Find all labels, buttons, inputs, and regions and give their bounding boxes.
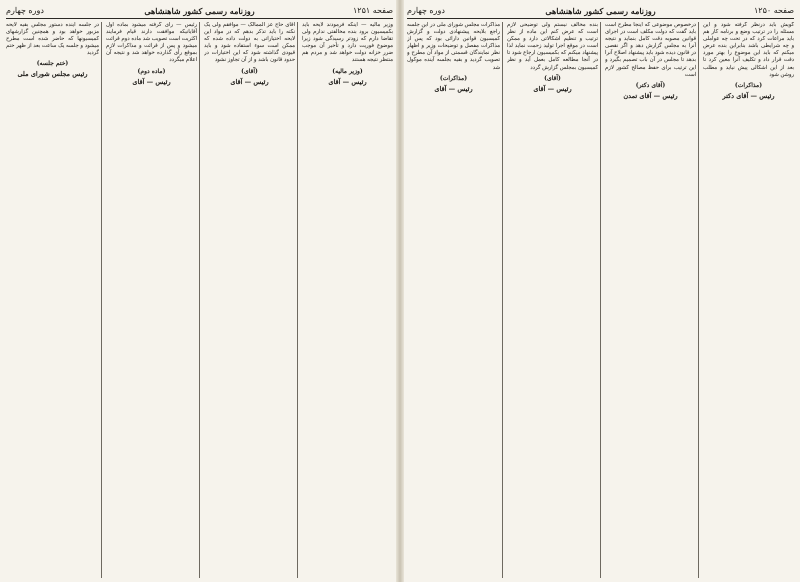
text-column [204,22,295,578]
text-column [106,22,197,578]
section-heading: (آقای) [241,67,258,75]
article-text: بنده مخالف نیستم ولی توضیحی لازم است که عرض کنم این ماده از نظر ترتیب و تنظیم اشکالاتی دارد و ممکن است در موقع اجرا تولید زحمت نماید لذا پیشنهاد میکنم که بکمیسیون ارجاع شود تا در آنجا مطالعه کامل بعمل آید و نظر کمیسیون بمجلس گزارش گردد [507,22,598,71]
speaker-line: رئیس — آقای [533,84,572,93]
column-rule [101,22,102,578]
section-heading: (ختم جلسه) [36,60,69,68]
speaker-line: رئیس — آقای تمدن [623,91,678,100]
column-rule [502,22,503,578]
article-text: گویش باید درنظر گرفته شود و این مسئله را در ترتیب وضع و برنامه کار هم باید مراعات کرد که در تحت چه عواملی و چه شرایطی باشد بنابراین بنده عرض میکنم که باید این موضوع را بهتر مورد دقت قرار داد و تکلیف آنرا معین کرد تا بعد از این اشکالی پیش نیاید و مطلب روشن شود [703,22,794,78]
issue-label: دوره چهارم [6,6,44,15]
right-page [401,0,800,582]
article-text: درخصوص موضوعی که اینجا مطرح است باید گفت که دولت مکلف است در اجرای قوانین مصوبه دقت کامل بنماید و نتیجه آنرا به مجلس گزارش دهد و اگر نقصی در قانون دیده شود باید پیشنهاد اصلاح آنرا بدهد تا مجلس در آن باب تصمیم بگیرد و این ترتیب برای حفظ مصالح کشور لازم است [605,22,696,78]
page-header [6,4,393,19]
text-column [302,22,393,578]
speaker-line: رئیس — آقای [230,77,269,86]
page-header [407,4,794,19]
text-column [507,22,598,578]
page-number: صفحه ۱۲۵۰ [753,6,794,15]
speaker-line: رئیس — آقای [328,77,367,86]
article-text: وزیر مالیه — اینکه فرمودند لایحه باید بکمیسیون برود بنده مخالفتی ندارم ولی تقاضا دارم که زودتر رسیدگی شود زیرا موضوع فوریت دارد و تأخیر آن موجب ضرر خزانه دولت خواهد شد و مردم هم منتظر نتیجه هستند [302,22,393,64]
left-page [0,0,399,582]
columns [407,22,794,578]
column-rule [698,22,699,578]
text-column [6,22,99,578]
article-text: آقای حاج عز الممالک — موافقم ولی یک نکته را باید تذکر بدهم که در مواد این لایحه اختیاراتی به دولت داده شده که ممکن است سوء استفاده شود و باید قیودی گذاشته شود که این اختیارات در حدود قانون باشد و از آن تجاوز نشود [204,22,295,64]
speaker-line: رئیس مجلس شورای ملی [17,70,88,79]
speaker-line: رئیس — آقای [434,84,473,93]
section-heading: (آقای دکتر) [635,81,666,89]
column-rule [297,22,298,578]
column-rule [199,22,200,578]
speaker-line: رئیس — آقای دکتر [722,91,775,100]
section-heading: (وزیر مالیه) [332,67,363,75]
publication-title: روزنامه رسمی کشور شاهنشاهی [144,6,255,16]
page-number: صفحه ۱۲۵۱ [352,6,393,15]
text-column [605,22,696,578]
section-heading: (مذاکرات) [734,81,763,89]
section-heading: (مذاکرات) [439,74,468,82]
article-text: در جلسه آینده دستور مجلس بقیه لایحه مزبور خواهد بود و همچنین گزارشهای کمیسیونها که حاضر شده است مطرح میشود و جلسه یک ساعت بعد از ظهر ختم گردید [6,22,99,57]
columns [6,22,393,578]
article-text: رئیس — رأی گرفته میشود بماده اول آقایانیکه موافقت دارند قیام فرمایند اکثریت است تصویب شد ماده دوم قرائت میشود و پس از قرائت و مذاکرات لازم بموقع رأی گذارده خواهد شد و نتیجه آن اعلام میگردد [106,22,197,64]
publication-title: روزنامه رسمی کشور شاهنشاهی [545,6,656,16]
section-heading: (ماده دوم) [137,67,166,75]
issue-label: دوره چهارم [407,6,445,15]
section-heading: (آقای) [544,74,561,82]
text-column [703,22,794,578]
article-text: مذاکرات مجلس شورای ملی در این جلسه راجع بلایحه پیشنهادی دولت و گزارش کمیسیون قوانین دارائی بود که پس از مذاکرات مفصل و توضیحات وزیر و اظهار نظر نمایندگان قسمتی از مواد آن مطرح و تصویب گردید و بقیه بجلسه آینده موکول شد [407,22,500,71]
speaker-line: رئیس — آقای [132,77,171,86]
text-column [407,22,500,578]
column-rule [600,22,601,578]
